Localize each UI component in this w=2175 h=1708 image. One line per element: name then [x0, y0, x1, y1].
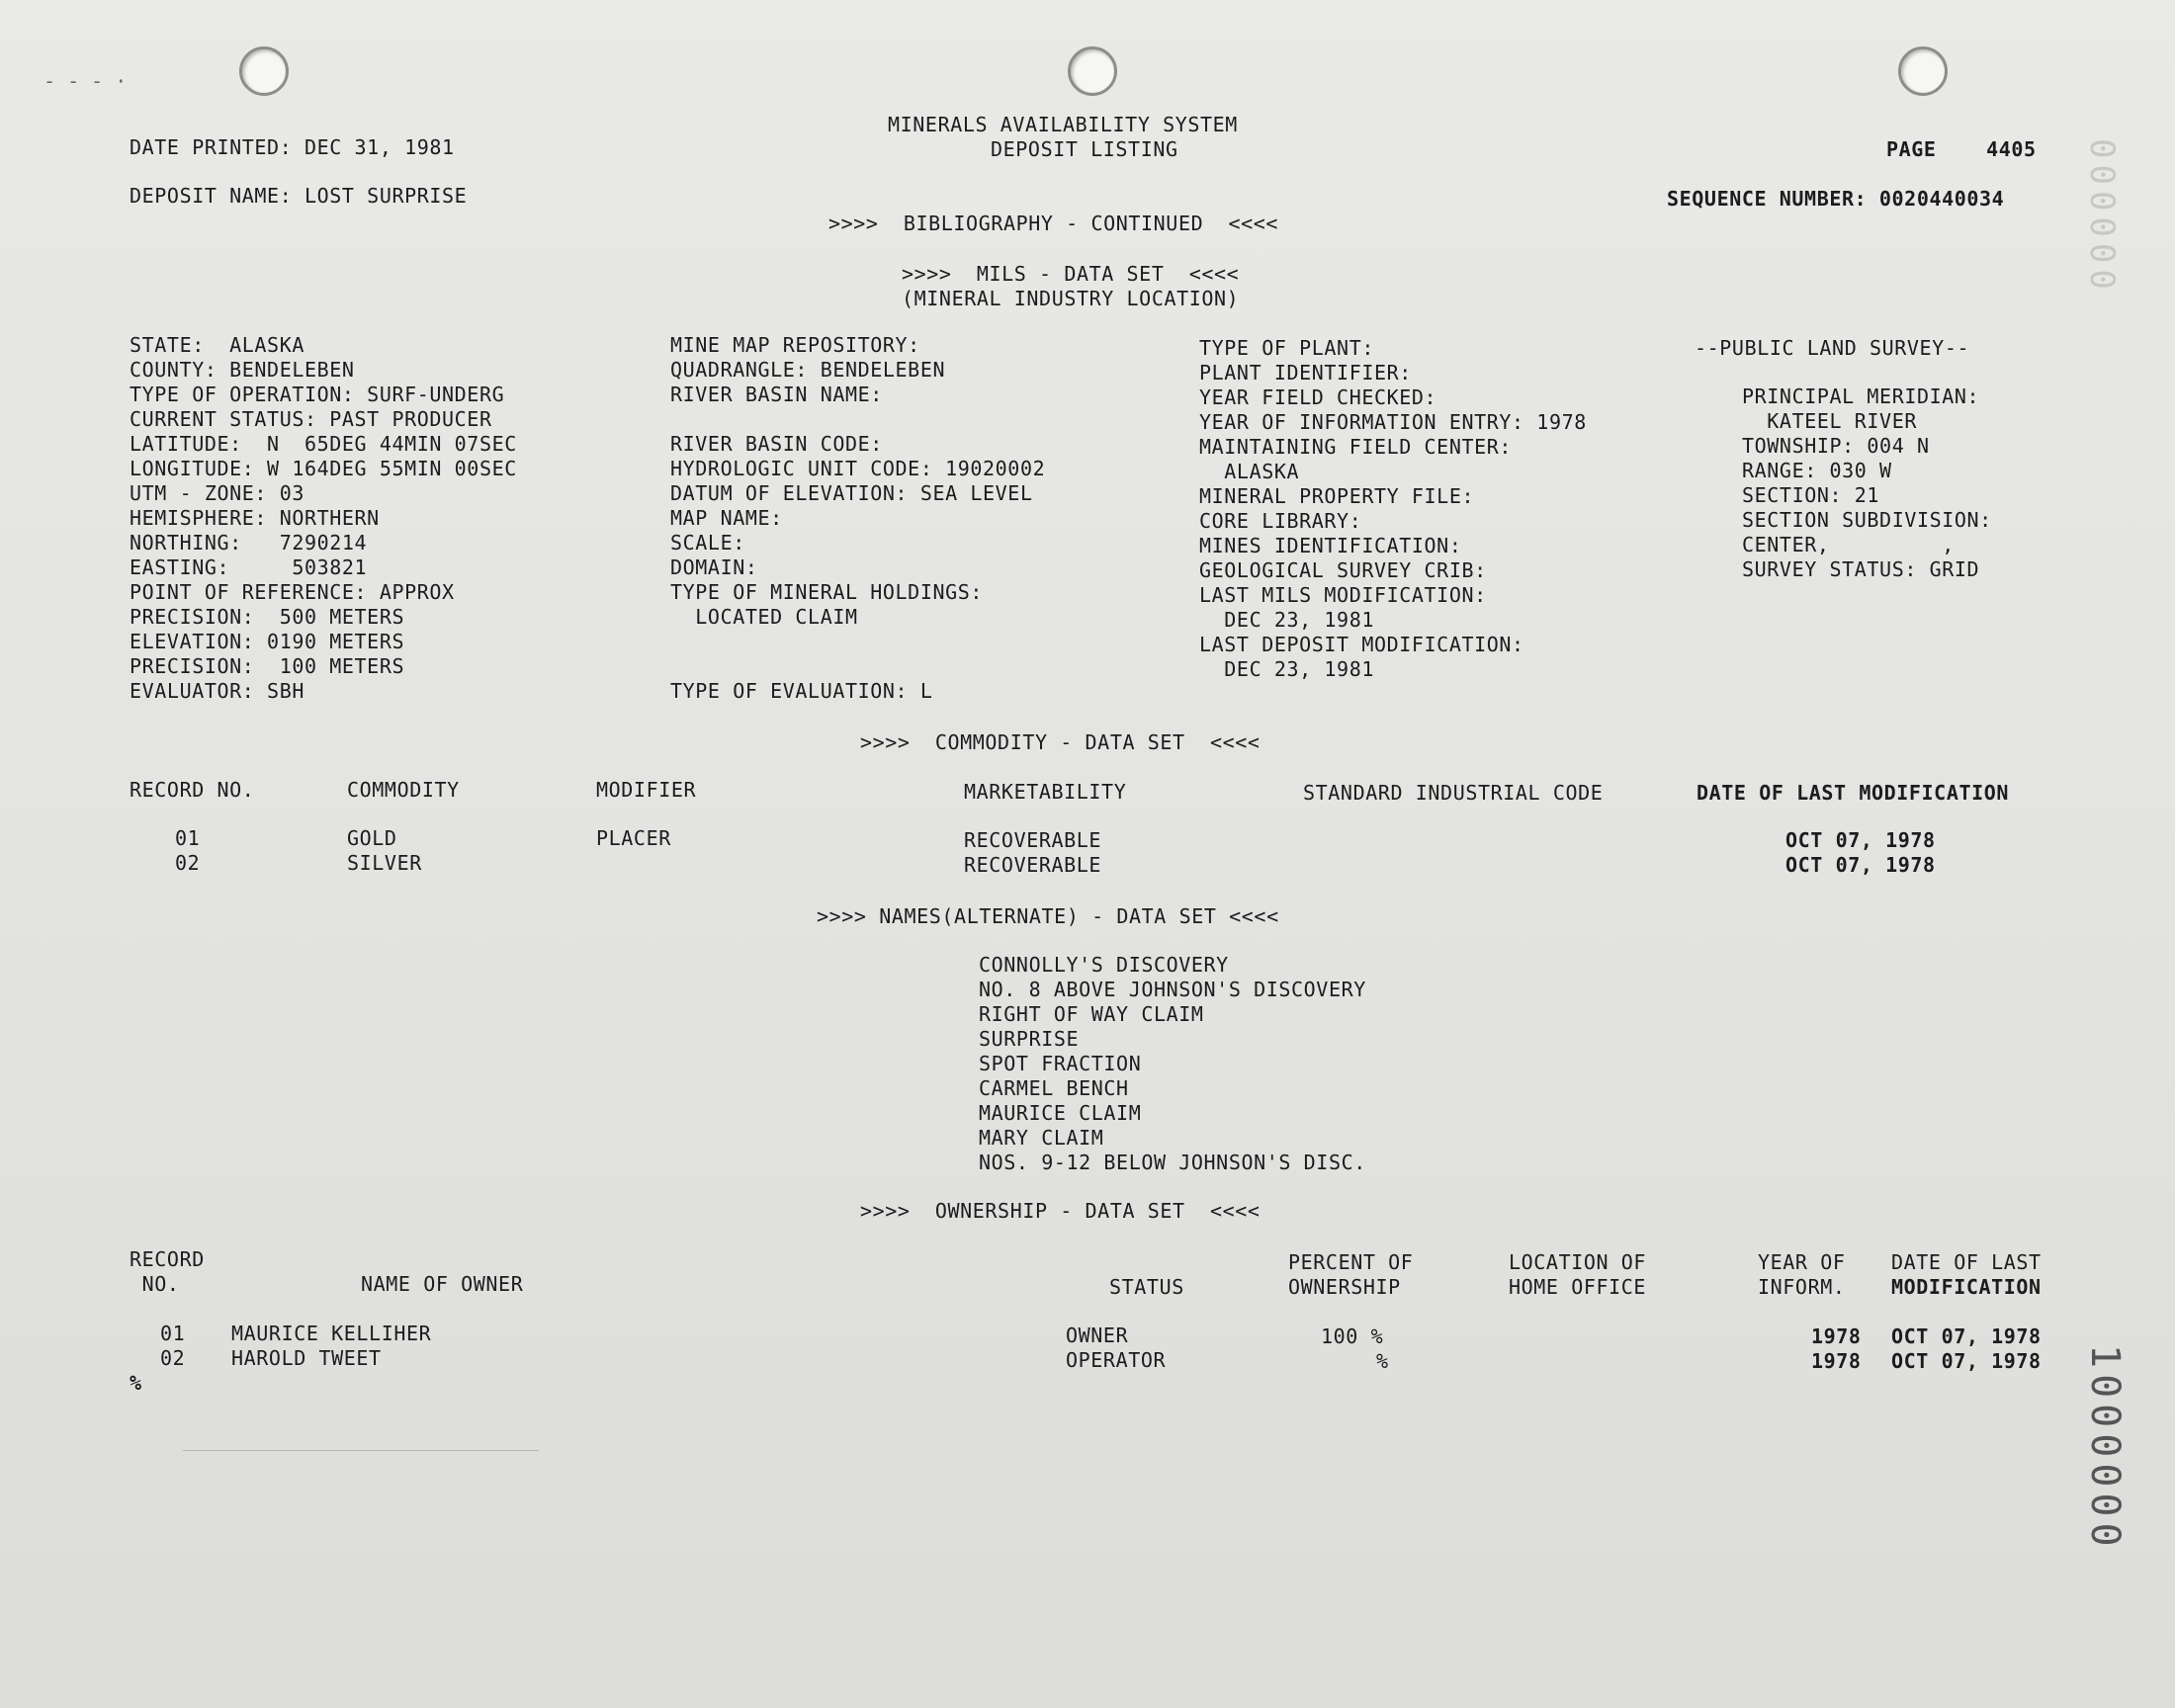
system-title: MINERALS AVAILABILITY SYSTEM: [888, 113, 1238, 136]
ownership-header-location-2: HOME OFFICE: [1509, 1275, 1647, 1299]
ownership-header-location: LOCATION OF: [1509, 1250, 1647, 1274]
commodity-heading: >>>> COMMODITY - DATA SET <<<<: [860, 730, 1261, 754]
ownership-header-name: NAME OF OWNER: [361, 1272, 524, 1296]
owner-percent: 100 %: [1321, 1324, 1384, 1348]
scan-smudge: ‐ ‐ ‑ ·: [44, 69, 128, 93]
ownership-record-no: 01: [160, 1322, 186, 1345]
mils-field: UTM - ZONE: 03: [130, 481, 304, 505]
mils-field: DOMAIN:: [670, 555, 758, 579]
owner-year: 1978: [1811, 1324, 1862, 1348]
mils-field: HEMISPHERE: NORTHERN: [130, 506, 380, 530]
ownership-record-no: 02: [160, 1346, 186, 1370]
list-item: CARMEL BENCH: [979, 1076, 1129, 1100]
commodity-name: SILVER: [347, 851, 422, 875]
mils-field: MAINTAINING FIELD CENTER:: [1199, 435, 1513, 459]
mils-field: LOCATED CLAIM: [670, 605, 858, 629]
mils-field: PRINCIPAL MERIDIAN:: [1742, 384, 1980, 408]
mils-field: DATUM OF ELEVATION: SEA LEVEL: [670, 481, 1033, 505]
list-item: CONNOLLY'S DISCOVERY: [979, 953, 1229, 977]
owner-year: 1978: [1811, 1349, 1862, 1373]
mils-field: SECTION: 21: [1742, 483, 1880, 507]
date-printed: DATE PRINTED: DEC 31, 1981: [130, 135, 455, 159]
mils-field: LATITUDE: N 65DEG 44MIN 07SEC: [130, 432, 517, 456]
ownership-header-percent-2: OWNERSHIP: [1288, 1275, 1401, 1299]
mils-field: YEAR OF INFORMATION ENTRY: 1978: [1199, 410, 1587, 434]
mils-field: MINERAL PROPERTY FILE:: [1199, 484, 1475, 508]
ownership-header-record: RECORD: [130, 1247, 205, 1271]
listing-title: DEPOSIT LISTING: [991, 137, 1178, 161]
mils-field: ELEVATION: 0190 METERS: [130, 630, 405, 653]
mils-field: CENTER, ,: [1742, 533, 1955, 556]
commodity-header-modifier: MODIFIER: [596, 778, 697, 802]
commodity-date: OCT 07, 1978: [1785, 828, 1936, 852]
binder-hole-center: [1068, 46, 1117, 96]
commodity-header-sic: STANDARD INDUSTRIAL CODE: [1303, 781, 1604, 805]
mils-field: TYPE OF PLANT:: [1199, 336, 1374, 360]
mils-map-column: [670, 333, 1045, 704]
mils-field: MINES IDENTIFICATION:: [1199, 534, 1462, 557]
commodity-record-no: 01: [175, 826, 201, 850]
ownership-header-status: STATUS: [1109, 1275, 1184, 1299]
mils-field: PRECISION: 100 METERS: [130, 654, 405, 678]
mils-field: RANGE: 030 W: [1742, 459, 1892, 482]
mils-heading: >>>> MILS - DATA SET <<<<: [902, 262, 1240, 286]
ownership-header-date-2: MODIFICATION: [1891, 1275, 2042, 1299]
mils-field: RIVER BASIN NAME:: [670, 383, 883, 406]
owner-percent: %: [1376, 1349, 1389, 1373]
mils-field: NORTHING: 7290214: [130, 531, 368, 555]
mils-field: KATEEL RIVER: [1742, 409, 1917, 433]
binder-hole-left: [239, 46, 289, 96]
mils-field: [670, 654, 1045, 679]
mils-field: MAP NAME:: [670, 506, 783, 530]
end-of-record-mark: %: [130, 1371, 142, 1395]
mils-field: STATE: ALASKA: [130, 333, 304, 357]
ownership-header-year: YEAR OF: [1758, 1250, 1846, 1274]
list-item: NO. 8 ABOVE JOHNSON'S DISCOVERY: [979, 978, 1366, 1001]
owner-name: HAROLD TWEET: [231, 1346, 382, 1370]
mils-field: SECTION SUBDIVISION:: [1742, 508, 1992, 532]
public-land-survey-title: --PUBLIC LAND SURVEY--: [1695, 336, 1970, 360]
mils-field: COUNTY: BENDELEBEN: [130, 358, 355, 382]
owner-date: OCT 07, 1978: [1891, 1324, 2042, 1348]
mils-field: PLANT IDENTIFIER:: [1199, 361, 1412, 384]
mils-field: YEAR FIELD CHECKED:: [1199, 385, 1437, 409]
alternate-names-list: [979, 953, 1366, 1175]
mils-field: CORE LIBRARY:: [1199, 509, 1362, 533]
mils-plant-column: [1199, 336, 1587, 682]
mils-field: DEC 23, 1981: [1199, 608, 1374, 632]
mils-field: PRECISION: 500 METERS: [130, 605, 405, 629]
commodity-name: GOLD: [347, 826, 397, 850]
page-number: PAGE 4405: [1886, 137, 2037, 161]
owner-status: OPERATOR: [1066, 1348, 1167, 1372]
faint-rule: [183, 1450, 539, 1451]
mils-field: ALASKA: [1199, 460, 1300, 483]
list-item: RIGHT OF WAY CLAIM: [979, 1002, 1204, 1026]
commodity-marketability: RECOVERABLE: [964, 853, 1102, 877]
mils-field: DEC 23, 1981: [1199, 657, 1374, 681]
mils-field: LAST MILS MODIFICATION:: [1199, 583, 1487, 607]
list-item: MAURICE CLAIM: [979, 1101, 1142, 1125]
mils-field: RIVER BASIN CODE:: [670, 432, 883, 456]
mils-field: POINT OF REFERENCE: APPROX: [130, 580, 455, 604]
ownership-header-year-2: INFORM.: [1758, 1275, 1846, 1299]
ownership-header-percent: PERCENT OF: [1288, 1250, 1414, 1274]
mils-field: SURVEY STATUS: GRID: [1742, 557, 1980, 581]
list-item: MARY CLAIM: [979, 1126, 1104, 1150]
names-heading: >>>> NAMES(ALTERNATE) - DATA SET <<<<: [817, 904, 1279, 928]
commodity-header-commodity: COMMODITY: [347, 778, 460, 802]
mils-subheading: (MINERAL INDUSTRY LOCATION): [902, 287, 1240, 310]
mils-field: CURRENT STATUS: PAST PRODUCER: [130, 407, 492, 431]
list-item: NOS. 9-12 BELOW JOHNSON'S DISC.: [979, 1151, 1366, 1174]
mils-field: TYPE OF MINERAL HOLDINGS:: [670, 580, 984, 604]
mils-field: [670, 407, 1045, 432]
sequence-number: SEQUENCE NUMBER: 0020440034: [1667, 187, 2005, 211]
mils-field: GEOLOGICAL SURVEY CRIB:: [1199, 558, 1487, 582]
list-item: SPOT FRACTION: [979, 1052, 1142, 1075]
commodity-record-no: 02: [175, 851, 201, 875]
commodity-date: OCT 07, 1978: [1785, 853, 1936, 877]
commodity-marketability: RECOVERABLE: [964, 828, 1102, 852]
commodity-modifier: PLACER: [596, 826, 671, 850]
commodity-header-date: DATE OF LAST MODIFICATION: [1696, 781, 2010, 805]
bibliography-heading: >>>> BIBLIOGRAPHY - CONTINUED <<<<: [828, 212, 1279, 235]
mils-field: EVALUATOR: SBH: [130, 679, 304, 703]
owner-date: OCT 07, 1978: [1891, 1349, 2042, 1373]
commodity-header-record: RECORD NO.: [130, 778, 255, 802]
mils-field: LAST DEPOSIT MODIFICATION:: [1199, 633, 1524, 656]
deposit-name: DEPOSIT NAME: LOST SURPRISE: [130, 184, 468, 208]
ownership-header-record-no: NO.: [130, 1272, 180, 1296]
ownership-header-date: DATE OF LAST: [1891, 1250, 2042, 1274]
mils-location-column: [130, 333, 517, 704]
mils-field: QUADRANGLE: BENDELEBEN: [670, 358, 946, 382]
list-item: SURPRISE: [979, 1027, 1080, 1051]
mils-field: TYPE OF OPERATION: SURF-UNDERG: [130, 383, 505, 406]
mils-field: TOWNSHIP: 004 N: [1742, 434, 1930, 458]
margin-faint-stamp: 000000: [2082, 138, 2122, 296]
mils-field: TYPE OF EVALUATION: L: [670, 679, 933, 703]
mils-field: LONGITUDE: W 164DEG 55MIN 00SEC: [130, 457, 517, 480]
ownership-heading: >>>> OWNERSHIP - DATA SET <<<<: [860, 1199, 1261, 1223]
mils-field: SCALE:: [670, 531, 745, 555]
mils-field: MINE MAP REPOSITORY:: [670, 333, 920, 357]
mils-field: EASTING: 503821: [130, 555, 368, 579]
margin-number-stamp: 1000000: [2082, 1344, 2128, 1553]
owner-name: MAURICE KELLIHER: [231, 1322, 432, 1345]
mils-field: [670, 630, 1045, 654]
mils-field: HYDROLOGIC UNIT CODE: 19020002: [670, 457, 1046, 480]
commodity-header-marketability: MARKETABILITY: [964, 780, 1127, 804]
owner-status: OWNER: [1066, 1324, 1129, 1347]
public-land-survey-column: [1742, 384, 1992, 582]
binder-hole-right: [1898, 46, 1948, 96]
